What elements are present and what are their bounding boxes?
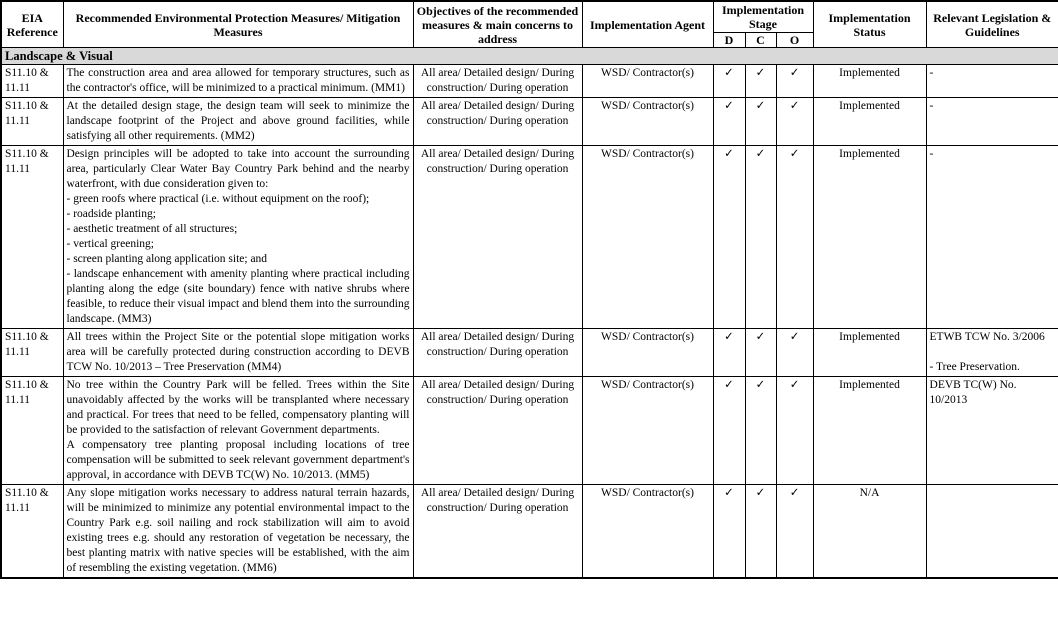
cell-legislation [926,485,1058,579]
cell-stage-o [776,146,813,329]
cell-measure: At the detailed design stage, the design team will seek to minimize the landscape footprint of the Project and above ground facilities, while satisfying all other requirements. (MM2) [63,98,413,146]
cell-eia-ref: S11.10 & 11.11 [1,377,63,485]
cell-implementation-status: Implemented [813,377,926,485]
cell-stage-o [776,485,813,579]
check-icon: ✓ [724,379,734,391]
cell-objectives: All area/ Detailed design/ During construction/ During operation [413,65,582,98]
table-row-mm5 [1,377,1058,485]
check-icon: ✓ [789,67,800,79]
cell-implementation-status: Implemented [813,146,926,329]
table-row-mm4 [1,329,1058,377]
col-header-stage-o: O [776,33,813,48]
col-header-stage-c: C [745,33,776,48]
section-header-landscape-visual [1,48,1058,65]
cell-stage-d [713,65,745,98]
cell-stage-d [713,485,745,579]
check-icon: ✓ [724,148,734,160]
cell-eia-ref: S11.10 & 11.11 [1,65,63,98]
cell-implementation-status: Implemented [813,329,926,377]
cell-stage-d [713,329,745,377]
col-header-legislation: Relevant Legislation & Guidelines [926,1,1058,48]
cell-eia-ref: S11.10 & 11.11 [1,98,63,146]
col-header-measures: Recommended Environmental Protection Measures/ Mitigation Measures [63,1,413,48]
cell-stage-o [776,98,813,146]
cell-implementation-agent: WSD/ Contractor(s) [582,65,713,98]
check-icon: ✓ [789,487,800,499]
table-row-mm2 [1,98,1058,146]
cell-legislation: - [926,146,1058,329]
cell-implementation-agent: WSD/ Contractor(s) [582,329,713,377]
cell-legislation: - [926,65,1058,98]
col-header-implementation-status: Implementation Status [813,1,926,48]
cell-legislation: - [926,98,1058,146]
cell-measure: Design principles will be adopted to take into account the surrounding area, particularly Clear Water Bay Country Park behind and the nearby waterfront, with due consideration given to: - green roofs where practical (i.e. without equipment on the roof); - roadside planting; - aesthetic treatment of all structures; - vertical greening; - screen planting along application site; and - landscape enhancement with amenity planting where practical including planting along the edge (site boundary) fence with native shrubs where feasible, to reduce their visual impact and blend them into the surrounding landscape. (MM3) [63,146,413,329]
cell-stage-c [745,377,776,485]
check-icon: ✓ [789,148,800,160]
col-header-implementation-stage: Implementation Stage [713,1,813,33]
cell-eia-ref: S11.10 & 11.11 [1,146,63,329]
cell-legislation: ETWB TCW No. 3/2006 - Tree Preservation. [926,329,1058,377]
cell-implementation-agent: WSD/ Contractor(s) [582,485,713,579]
cell-stage-c [745,485,776,579]
check-icon: ✓ [724,100,734,112]
check-icon: ✓ [789,379,800,391]
cell-stage-o [776,65,813,98]
cell-stage-o [776,377,813,485]
cell-eia-ref: S11.10 & 11.11 [1,329,63,377]
check-icon: ✓ [724,331,734,343]
cell-objectives: All area/ Detailed design/ During construction/ During operation [413,98,582,146]
col-header-eia-reference: EIA Reference [1,1,63,48]
cell-stage-d [713,146,745,329]
col-header-objectives: Objectives of the recommended measures & main concerns to address [413,1,582,48]
cell-measure: No tree within the Country Park will be felled. Trees within the Site unavoidably affected by the works will be transplanted where necessary and practical. For trees that need to be felled, compensatory planting will be provided to the satisfaction of relevant Government departments. A compensatory tree planting proposal including locations of tree compensation will be submitted to seek relevant government department's approval, in accordance with DEVB TC(W) No. 10/2013. (MM5) [63,377,413,485]
section-title: Landscape & Visual [1,48,1058,65]
cell-stage-c [745,146,776,329]
check-icon: ✓ [724,67,734,79]
cell-implementation-agent: WSD/ Contractor(s) [582,377,713,485]
cell-objectives: All area/ Detailed design/ During construction/ During operation [413,146,582,329]
table-row-mm3 [1,146,1058,329]
cell-measure: Any slope mitigation works necessary to address natural terrain hazards, will be minimized to minimize any potential environmental impact to the Country Park e.g. soil nailing and rock stabilization will aim to avoid existing trees e.g. should any restoration of vegetation be necessary, the best planting matrix with native species will be established, with the aim of resembling the existing vegetation. (MM6) [63,485,413,579]
check-icon: ✓ [724,487,734,499]
check-icon: ✓ [755,487,766,499]
cell-implementation-status: Implemented [813,98,926,146]
table-row-mm6 [1,485,1058,579]
cell-stage-d [713,377,745,485]
col-header-stage-d: D [713,33,745,48]
header-row-1 [1,1,1058,33]
cell-measure: The construction area and area allowed for temporary structures, such as the contractor's office, will be minimized to a practical minimum. (MM1) [63,65,413,98]
cell-objectives: All area/ Detailed design/ During construction/ During operation [413,329,582,377]
table-row-mm1 [1,65,1058,98]
cell-objectives: All area/ Detailed design/ During construction/ During operation [413,377,582,485]
cell-measure: All trees within the Project Site or the potential slope mitigation works area will be carefully protected during construction according to DEVB TCW No. 10/2013 – Tree Preservation (MM4) [63,329,413,377]
cell-implementation-status: N/A [813,485,926,579]
cell-stage-c [745,65,776,98]
check-icon: ✓ [755,67,766,79]
cell-stage-c [745,329,776,377]
check-icon: ✓ [755,379,766,391]
cell-implementation-status: Implemented [813,65,926,98]
col-header-implementation-agent: Implementation Agent [582,1,713,48]
cell-eia-ref: S11.10 & 11.11 [1,485,63,579]
check-icon: ✓ [755,331,766,343]
check-icon: ✓ [755,100,766,112]
cell-objectives: All area/ Detailed design/ During construction/ During operation [413,485,582,579]
cell-legislation: DEVB TC(W) No. 10/2013 [926,377,1058,485]
cell-stage-d [713,98,745,146]
cell-implementation-agent: WSD/ Contractor(s) [582,146,713,329]
check-icon: ✓ [789,100,800,112]
cell-stage-o [776,329,813,377]
check-icon: ✓ [755,148,766,160]
check-icon: ✓ [789,331,800,343]
cell-stage-c [745,98,776,146]
cell-implementation-agent: WSD/ Contractor(s) [582,98,713,146]
